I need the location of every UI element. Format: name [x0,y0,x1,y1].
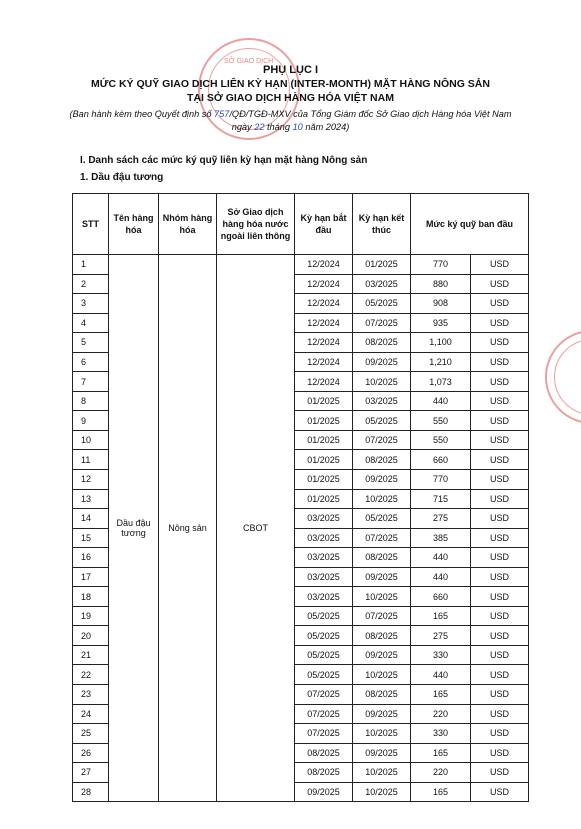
cell-stt: 16 [73,548,109,568]
cell-margin-value: 660 [411,587,471,607]
cell-stt: 8 [73,391,109,411]
cell-end-term: 10/2025 [353,724,411,744]
cell-end-term: 09/2025 [353,567,411,587]
cell-stt: 6 [73,352,109,372]
cell-currency: USD [471,313,529,333]
cell-product-name: Dầu đậu tương [109,255,159,802]
cell-currency: USD [471,567,529,587]
cell-stt: 1 [73,255,109,275]
cell-stt: 22 [73,665,109,685]
cell-margin-value: 330 [411,724,471,744]
cell-start-term: 01/2025 [295,450,353,470]
cell-currency: USD [471,430,529,450]
cell-stt: 21 [73,645,109,665]
cell-start-term: 12/2024 [295,313,353,333]
cell-margin-value: 165 [411,606,471,626]
cell-margin-value: 330 [411,645,471,665]
cell-start-term: 12/2024 [295,372,353,392]
cell-currency: USD [471,528,529,548]
cell-stt: 7 [73,372,109,392]
cell-end-term: 08/2025 [353,685,411,705]
official-seal-edge [545,330,581,424]
header-initial-margin: Mức ký quỹ ban đầu [411,194,529,255]
cell-currency: USD [471,274,529,294]
cell-end-term: 09/2025 [353,470,411,490]
margin-table [72,193,529,802]
cell-exchange: CBOT [217,255,295,802]
cell-currency: USD [471,294,529,314]
cell-margin-value: 1,210 [411,352,471,372]
note-prefix: (Ban hành kèm theo Quyết định số [69,109,212,119]
cell-stt: 25 [73,724,109,744]
cell-start-term: 01/2025 [295,411,353,431]
cell-start-term: 03/2025 [295,567,353,587]
cell-end-term: 05/2025 [353,411,411,431]
cell-start-term: 12/2024 [295,274,353,294]
cell-stt: 20 [73,626,109,646]
header-product-group: Nhóm hàng hóa [159,194,217,255]
cell-stt: 23 [73,685,109,705]
header-start-term: Kỳ hạn bắt đầu [295,194,353,255]
decision-number: 757 [214,109,230,119]
header-product-name: Tên hàng hóa [109,194,159,255]
cell-stt: 18 [73,587,109,607]
cell-currency: USD [471,645,529,665]
cell-stt: 19 [73,606,109,626]
date-prefix: ngày [231,122,252,132]
cell-start-term: 07/2025 [295,685,353,705]
cell-stt: 3 [73,294,109,314]
cell-end-term: 09/2025 [353,704,411,724]
cell-stt: 11 [73,450,109,470]
cell-start-term: 01/2025 [295,430,353,450]
cell-start-term: 03/2025 [295,528,353,548]
decision-date [0,122,581,132]
cell-end-term: 07/2025 [353,606,411,626]
cell-margin-value: 715 [411,489,471,509]
cell-stt: 17 [73,567,109,587]
cell-margin-value: 1,100 [411,333,471,353]
cell-margin-value: 220 [411,763,471,783]
cell-currency: USD [471,743,529,763]
table-header-row [73,194,529,255]
cell-margin-value: 440 [411,665,471,685]
header-exchange: Sở Giao dịch hàng hóa nước ngoài liên thông [217,194,295,255]
cell-currency: USD [471,333,529,353]
cell-end-term: 07/2025 [353,313,411,333]
cell-margin-value: 440 [411,548,471,568]
cell-currency: USD [471,704,529,724]
cell-end-term: 10/2025 [353,587,411,607]
document-title-line1: MỨC KÝ QUỸ GIAO DỊCH LIÊN KỲ HẠN (INTER-MONTH) MẶT HÀNG NÔNG SẢN [91,78,490,90]
header-stt: STT [73,194,109,255]
cell-stt: 24 [73,704,109,724]
cell-margin-value: 908 [411,294,471,314]
month-prefix: tháng [267,122,290,132]
cell-margin-value: 220 [411,704,471,724]
cell-end-term: 05/2025 [353,294,411,314]
table-body [73,255,529,802]
cell-margin-value: 770 [411,470,471,490]
cell-start-term: 07/2025 [295,724,353,744]
document-title-line2: TẠI SỞ GIAO DỊCH HÀNG HÓA VIỆT NAM [187,92,394,104]
table-row [73,255,529,275]
cell-margin-value: 660 [411,450,471,470]
cell-end-term: 08/2025 [353,626,411,646]
cell-start-term: 03/2025 [295,509,353,529]
cell-currency: USD [471,548,529,568]
cell-stt: 5 [73,333,109,353]
cell-start-term: 05/2025 [295,606,353,626]
cell-end-term: 10/2025 [353,763,411,783]
cell-stt: 13 [73,489,109,509]
year-text: năm 2024) [305,122,350,132]
cell-margin-value: 770 [411,255,471,275]
cell-stt: 28 [73,782,109,802]
section-heading: I. Danh sách các mức ký quỹ liên kỳ hạn mặt hàng Nông sản [80,155,368,166]
cell-end-term: 03/2025 [353,274,411,294]
cell-end-term: 03/2025 [353,391,411,411]
cell-currency: USD [471,470,529,490]
cell-stt: 26 [73,743,109,763]
cell-end-term: 10/2025 [353,489,411,509]
cell-currency: USD [471,587,529,607]
cell-stt: 9 [73,411,109,431]
cell-end-term: 09/2025 [353,645,411,665]
cell-currency: USD [471,489,529,509]
cell-margin-value: 440 [411,567,471,587]
cell-stt: 15 [73,528,109,548]
cell-start-term: 12/2024 [295,255,353,275]
cell-currency: USD [471,782,529,802]
cell-stt: 10 [73,430,109,450]
cell-start-term: 12/2024 [295,294,353,314]
cell-start-term: 05/2025 [295,665,353,685]
cell-product-group: Nông sản [159,255,217,802]
cell-end-term: 09/2025 [353,352,411,372]
cell-currency: USD [471,606,529,626]
cell-currency: USD [471,763,529,783]
note-middle: /QĐ/TGĐ-MXV của Tổng Giám đốc Sở Giao dịch Hàng hóa Việt Nam [229,109,512,119]
cell-margin-value: 165 [411,743,471,763]
cell-start-term: 05/2025 [295,645,353,665]
cell-margin-value: 1,073 [411,372,471,392]
cell-end-term: 07/2025 [353,430,411,450]
cell-start-term: 08/2025 [295,763,353,783]
cell-margin-value: 550 [411,411,471,431]
date-day: 22 [254,122,265,132]
cell-end-term: 08/2025 [353,333,411,353]
cell-end-term: 07/2025 [353,528,411,548]
cell-end-term: 08/2025 [353,450,411,470]
cell-currency: USD [471,685,529,705]
cell-currency: USD [471,509,529,529]
subsection-heading: 1. Dầu đậu tương [80,172,164,183]
cell-stt: 2 [73,274,109,294]
seal-text: SỞ GIAO DỊCH [224,58,274,65]
cell-start-term: 09/2025 [295,782,353,802]
cell-end-term: 01/2025 [353,255,411,275]
cell-stt: 14 [73,509,109,529]
cell-currency: USD [471,450,529,470]
cell-start-term: 01/2025 [295,391,353,411]
header-end-term: Kỳ hạn kết thúc [353,194,411,255]
decision-reference [0,109,581,119]
date-month: 10 [292,122,303,132]
cell-end-term: 05/2025 [353,509,411,529]
cell-start-term: 12/2024 [295,352,353,372]
cell-currency: USD [471,665,529,685]
cell-margin-value: 880 [411,274,471,294]
cell-start-term: 03/2025 [295,548,353,568]
cell-start-term: 05/2025 [295,626,353,646]
cell-margin-value: 165 [411,685,471,705]
cell-start-term: 03/2025 [295,587,353,607]
cell-margin-value: 275 [411,509,471,529]
cell-start-term: 07/2025 [295,704,353,724]
cell-margin-value: 935 [411,313,471,333]
cell-end-term: 08/2025 [353,548,411,568]
cell-margin-value: 550 [411,430,471,450]
cell-margin-value: 385 [411,528,471,548]
cell-currency: USD [471,391,529,411]
cell-start-term: 08/2025 [295,743,353,763]
cell-end-term: 10/2025 [353,665,411,685]
cell-end-term: 10/2025 [353,372,411,392]
cell-start-term: 12/2024 [295,333,353,353]
cell-margin-value: 440 [411,391,471,411]
cell-margin-value: 165 [411,782,471,802]
cell-stt: 12 [73,470,109,490]
cell-end-term: 09/2025 [353,743,411,763]
cell-currency: USD [471,411,529,431]
cell-currency: USD [471,352,529,372]
cell-currency: USD [471,626,529,646]
cell-currency: USD [471,724,529,744]
cell-start-term: 01/2025 [295,489,353,509]
cell-margin-value: 275 [411,626,471,646]
cell-end-term: 10/2025 [353,782,411,802]
cell-currency: USD [471,255,529,275]
cell-stt: 4 [73,313,109,333]
appendix-title: PHỤ LỤC I [263,64,318,76]
cell-stt: 27 [73,763,109,783]
cell-start-term: 01/2025 [295,470,353,490]
cell-currency: USD [471,372,529,392]
